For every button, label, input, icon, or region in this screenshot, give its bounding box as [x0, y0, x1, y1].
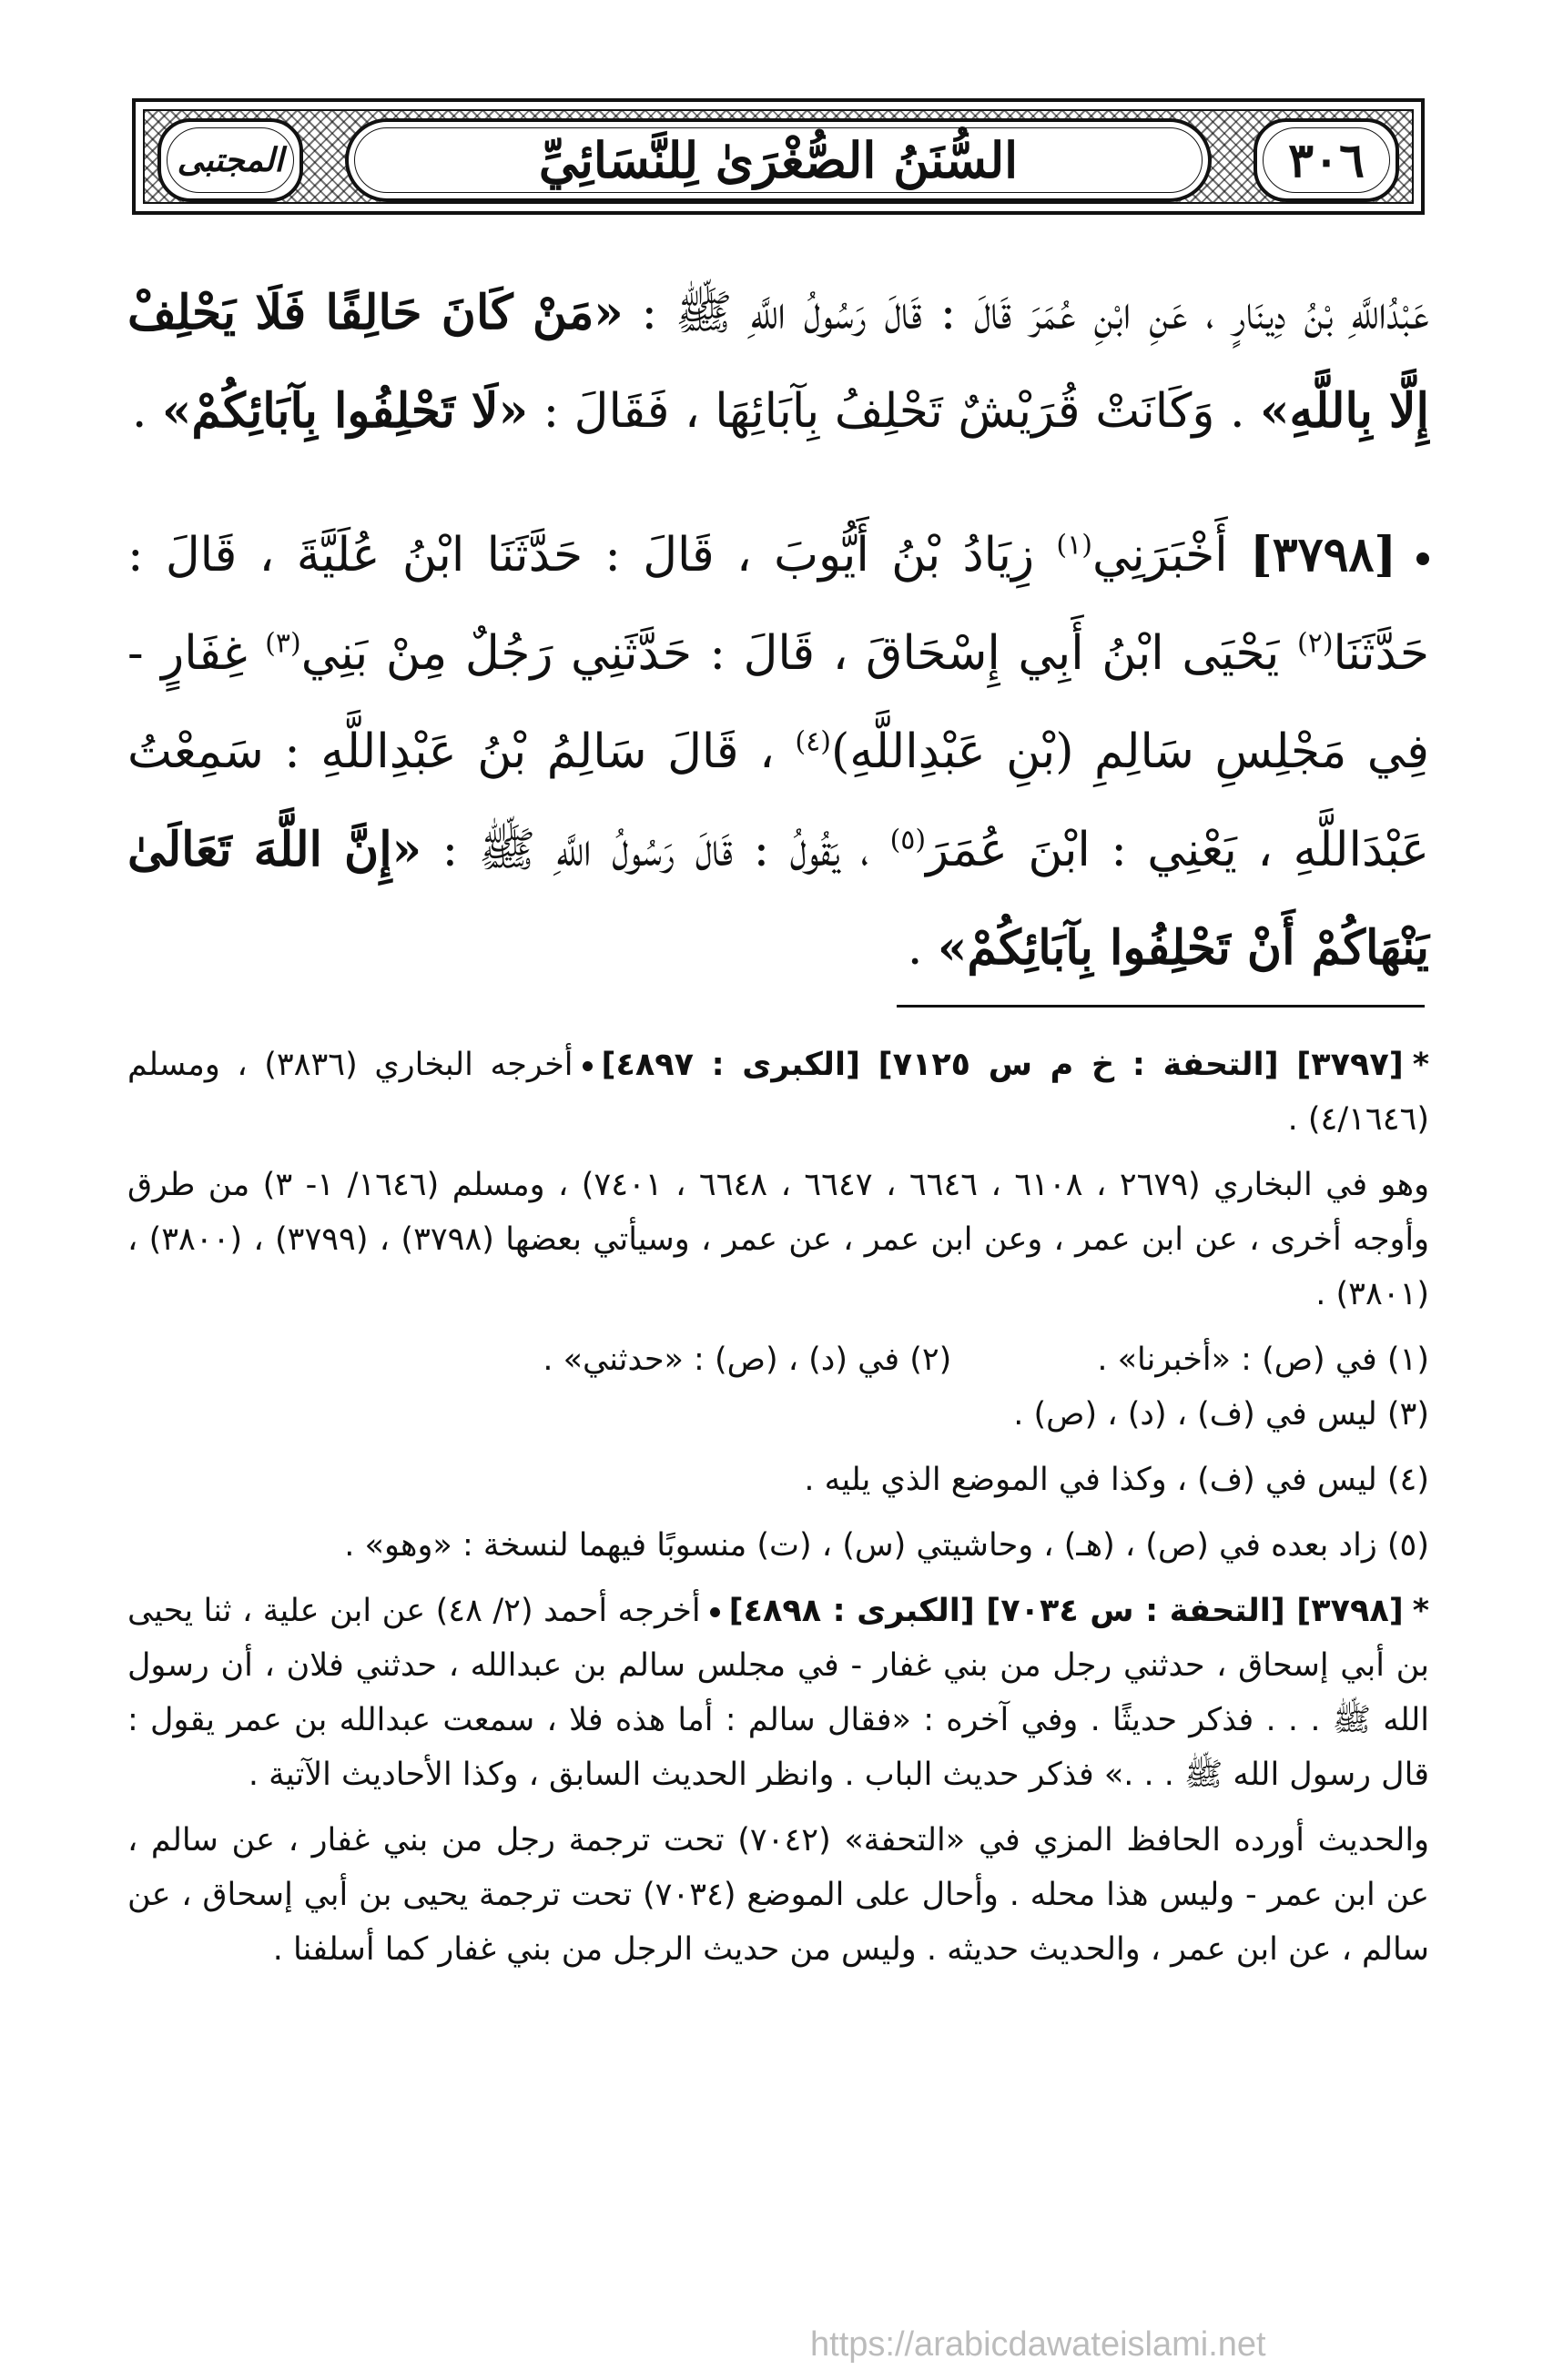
bullet-icon: [710, 1607, 720, 1617]
main-text: [127, 264, 1429, 998]
hadith-number: [٣٧٩٨]: [1250, 527, 1397, 582]
hadith-3798-text: [127, 506, 1429, 998]
footnote-3: (٣) ليس في (ف) ، (د) ، (ص) .: [1013, 1396, 1429, 1433]
bullet-icon: [583, 1061, 593, 1071]
text-segment: . وَكَانَتْ قُرَيْشٌ تَحْلِفُ بِآبَائِهَا ، فَقَالَ :: [528, 384, 1261, 439]
prophetic-quote: «إِنَّ اللَّهَ تَعَالَىٰ يَنْهَاكُمْ أَنْ تَحْلِفُوا بِآبَائِكُمْ»: [127, 822, 1429, 976]
note-3798-continued: والحديث أورده الحافظ المزي في «التحفة» (٧٠٤٢) تحت ترجمة رجل من بني غفار ، عن سالم ، عن ابن عمر - وليس هذا محله . وأحال على الموضع (٧٠٣٤) تحت ترجمة يحيى بن أبي إسحاق ، عن سالم ، عن ابن عمر ، والحديث حديثه . وليس من حديث الرجل من بني غفار كما أسلفنا .: [127, 1822, 1429, 1968]
header-banner: [132, 98, 1425, 215]
page-number-cartouche: [1254, 118, 1399, 202]
footnote-2: (٢) في (د) ، (ص) : «حدثني» .: [543, 1342, 952, 1378]
footnote-marker: (٥): [889, 824, 927, 856]
watermark-url: https://arabicdawateislami.net: [810, 2325, 1266, 2364]
footnote-separator: [897, 1005, 1425, 1008]
text-segment: أَخْبَرَنِي: [1091, 528, 1251, 582]
footnote-4: (٤) ليس في (ف) ، وكذا في الموضع الذي يليه .: [804, 1462, 1429, 1498]
footnote-5: (٥) زاد بعده في (ص) ، (هـ) ، وحاشيتي (س) ، (ت) منسوبًا فيهما لنسخة : «وهو» .: [344, 1527, 1429, 1564]
prophetic-quote: «مَنْ كَانَ حَالِفًا فَلَا يَحْلِفْ إِلَّا بِاللَّهِ»: [127, 285, 1429, 439]
title-cartouche: [345, 118, 1212, 202]
footnote-marker: (٢): [1296, 627, 1334, 660]
star-icon: *: [1412, 1593, 1430, 1629]
note-reference: [٣٧٩٨] [التحفة : س ٧٠٣٤] [الكبرى : ٤٨٩٨]: [728, 1593, 1404, 1629]
note-3797: [127, 1038, 1429, 1147]
footnote-row: [127, 1332, 1429, 1387]
text-segment: زِيَادُ بْنُ أَيُّوبَ ، قَالَ : حَدَّثَنَا ابْنُ عُلَيَّةَ ، قَالَ : حَدَّثَنَا: [127, 528, 1429, 681]
text-segment: ، يَقُولُ : قَالَ رَسُولُ اللَّهِ ﷺ :: [421, 823, 890, 877]
star-icon: *: [1412, 1047, 1429, 1083]
text-segment: .: [131, 384, 162, 439]
bullet-icon: [1416, 552, 1429, 565]
footnote-marker: (٣): [265, 627, 301, 660]
text-segment: غِفَارٍ - فِي مَجْلِسِ سَالِمِ (بْنِ عَبْدِاللَّهِ): [127, 626, 1430, 779]
note-text: أخرجه أحمد (٢/ ٤٨) عن ابن علية ، ثنا يحيى بن أبي إسحاق ، حدثني رجل من بني غفار - في مجلس سالم بن عبدالله ، حدثني فلان ، أن رسول الله ﷺ . . . فذكر حديثًا . وفي آخره : «فقال سالم : أما هذه فلا ، سمعت عبدالله بن عمر يقول : قال رسول الله ﷺ . . .» فذكر حديث الباب . وانظر الحديث السابق ، وكذا الأحاديث الآتية .: [127, 1593, 1429, 1793]
footnote-1: (١) في (ص) : «أخبرنا» .: [1097, 1342, 1429, 1378]
text-segment: .: [907, 921, 938, 976]
page-number: ٣٠٦: [1288, 132, 1365, 188]
ornament-border: [143, 109, 1414, 204]
footnote-marker: (٤): [795, 725, 831, 758]
prophetic-quote: «لَا تَحْلِفُوا بِآبَائِكُمْ»: [161, 383, 529, 439]
note-reference: [٣٧٩٧] [التحفة : خ م س ٧١٢٥] [الكبرى : ٤٨٩٧]: [601, 1047, 1404, 1083]
text-segment: عَبْدُاللَّهِ بْنُ دِينَارٍ ، عَنِ ابْنِ عُمَرَ قَالَ : قَالَ رَسُولُ اللَّهِ ﷺ :: [623, 286, 1429, 340]
note-3797-continued: وهو في البخاري (٢٦٧٩ ، ٦١٠٨ ، ٦٦٤٦ ، ٦٦٤٧ ، ٦٦٤٨ ، ٧٤٠١) ، ومسلم (١٦٤٦/ ١- ٣) من طرق وأوجه أخرى ، عن ابن عمر ، وعن ابن عمر ، عن عمر ، وسيأتي بعضها (٣٧٩٨) ، (٣٧٩٩) ، (٣٨٠٠) ، (٣٨٠١) .: [127, 1167, 1429, 1312]
footnote-marker: (١): [1056, 529, 1092, 562]
note-3798: [127, 1584, 1429, 1802]
hadith-3797-text: [127, 264, 1429, 461]
book-title: السُّنَنُ الصُّغْرَىٰ لِلنَّسَائِيِّ: [538, 131, 1019, 189]
footnotes: [127, 1038, 1429, 1988]
note-text: أخرجه البخاري (٣٨٣٦) ، ومسلم (٤/١٦٤٦) .: [127, 1047, 1429, 1138]
book-logo: المجتبى: [177, 141, 284, 179]
text-segment: ، قَالَ سَالِمُ بْنُ عَبْدِاللَّهِ : سَمِعْتُ عَبْدَاللَّهِ ، يَعْنِي : ابْنَ عُمَرَ: [127, 724, 1429, 877]
text-segment: يَحْيَى ابْنُ أَبِي إِسْحَاقَ ، قَالَ : حَدَّثَنِي رَجُلٌ مِنْ بَنِي: [300, 626, 1297, 681]
logo-cartouche: [157, 118, 303, 202]
